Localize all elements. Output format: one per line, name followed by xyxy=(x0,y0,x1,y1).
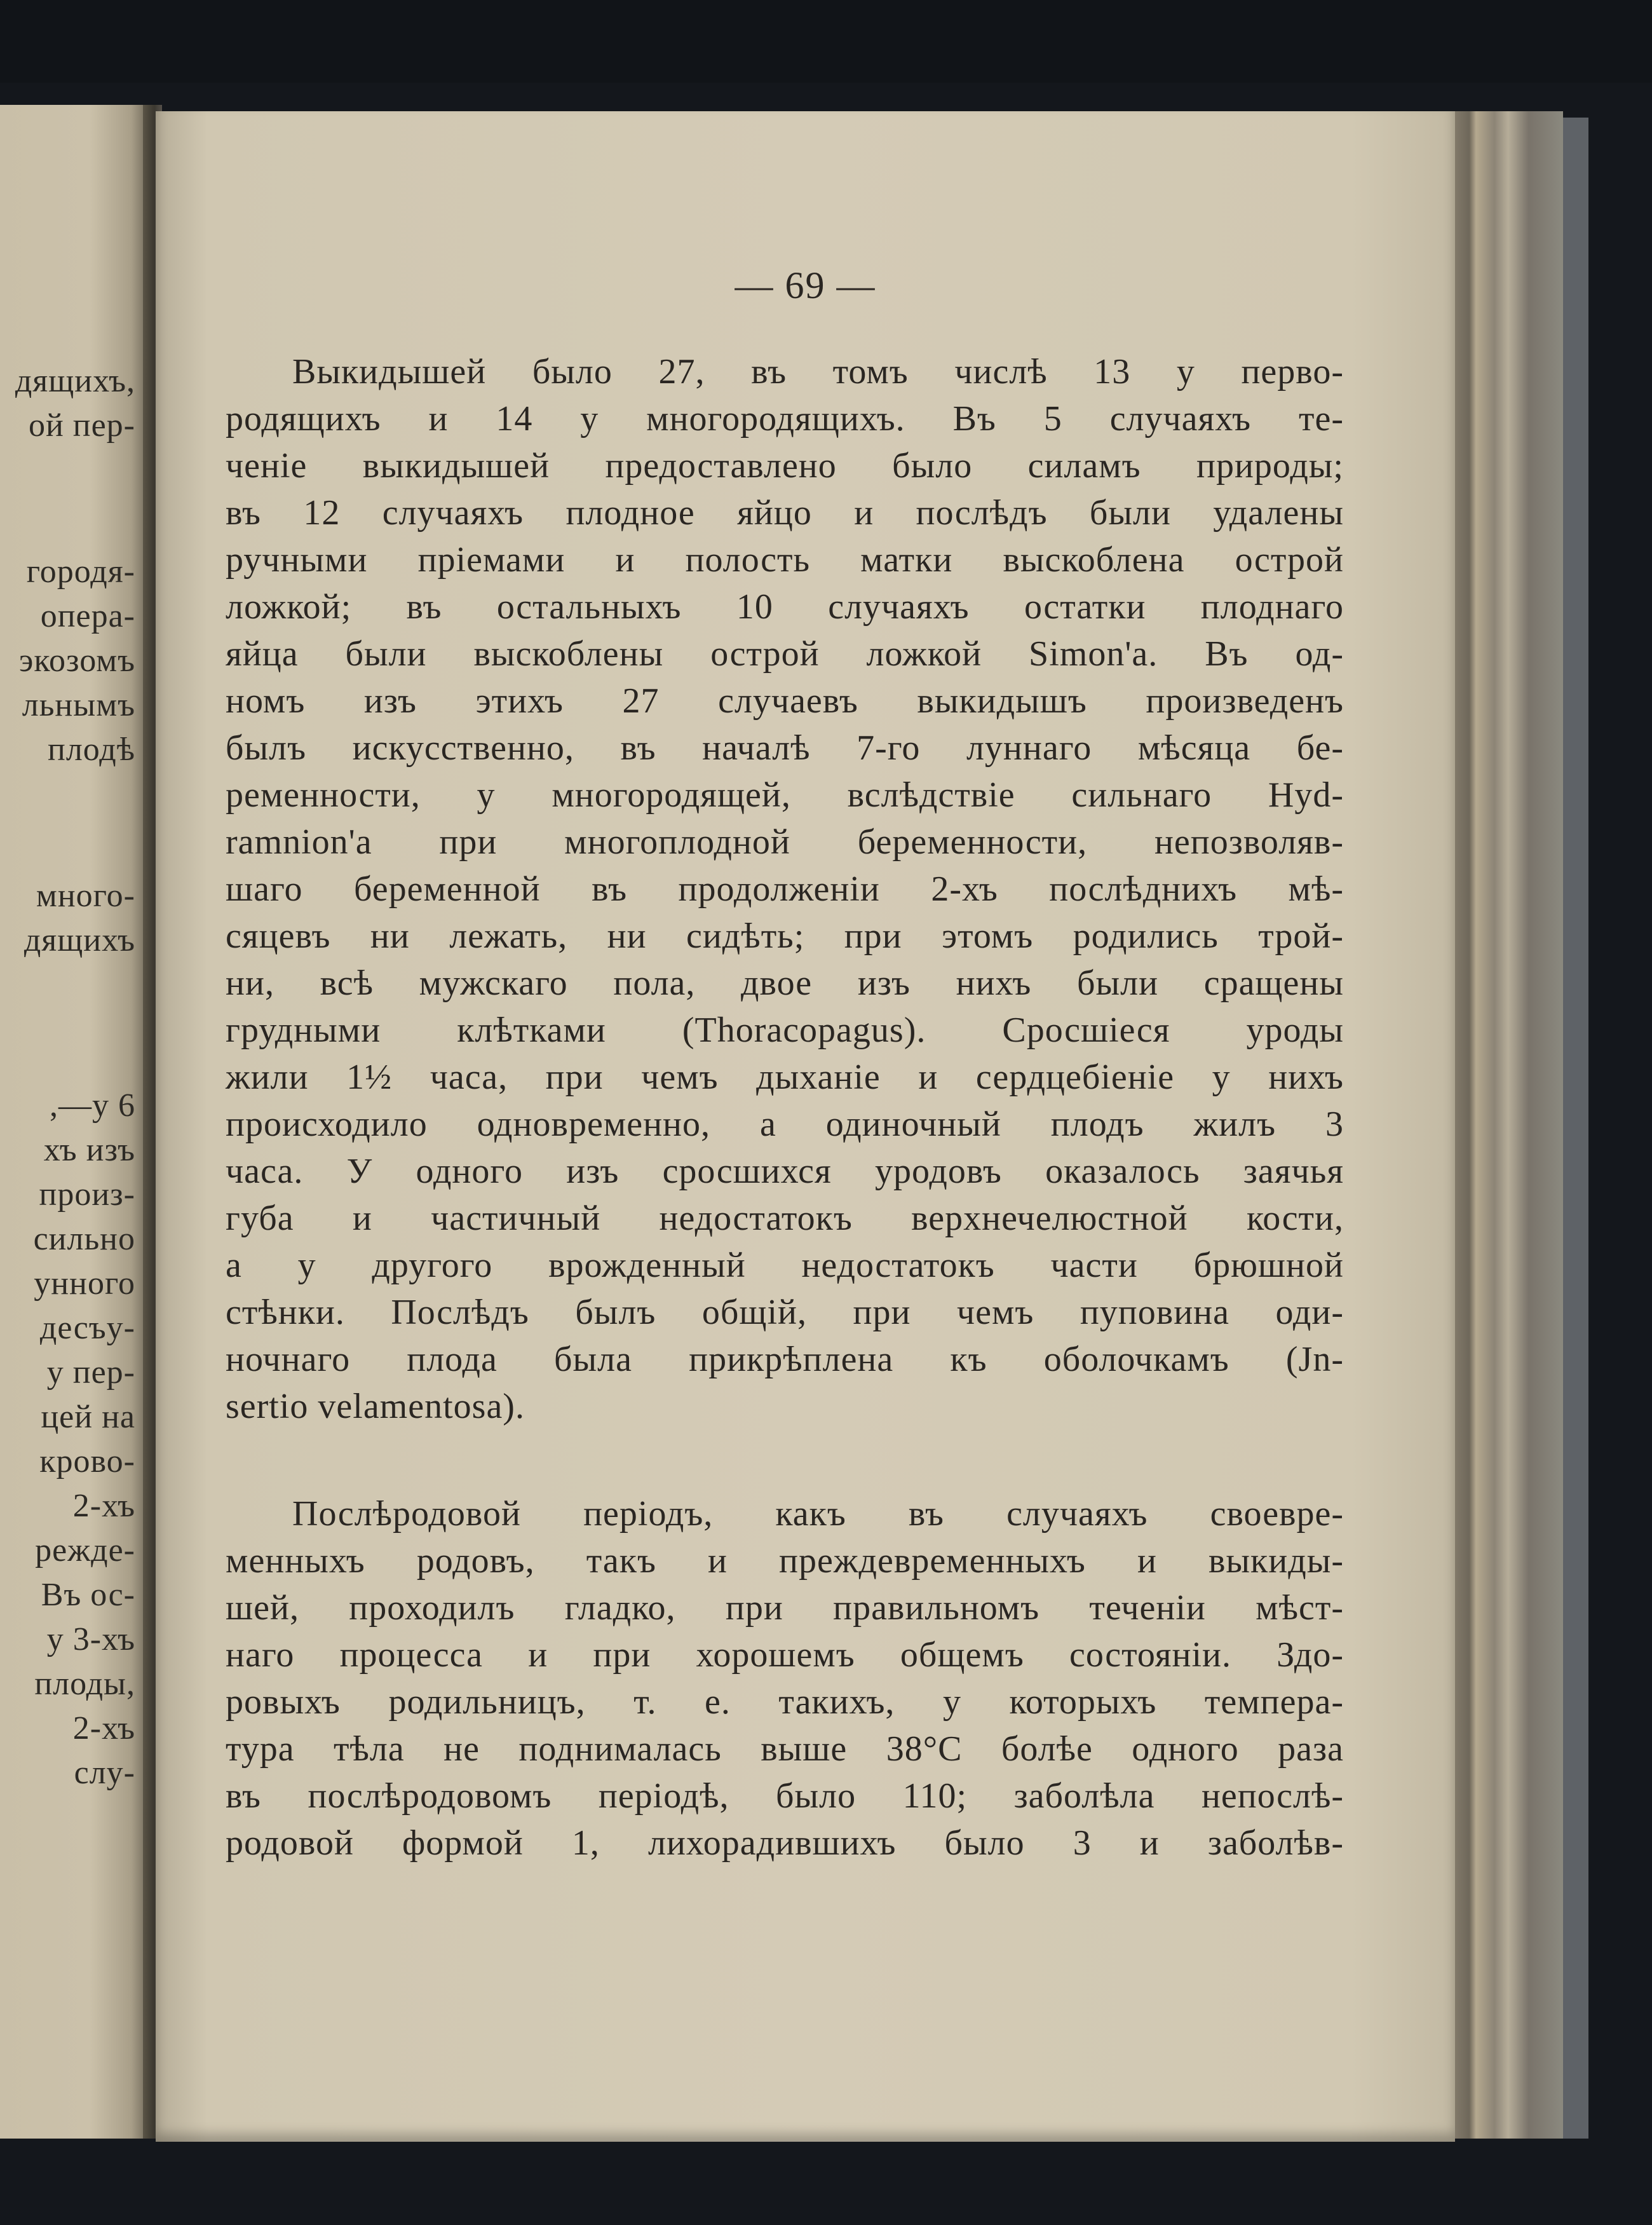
text-line: ровыхъ родильницъ, т. е. такихъ, у которыхъ темпера- xyxy=(226,1682,1344,1722)
text-line: жили 1½ часа, при чемъ дыханіе и сердцебіеніе у нихъ xyxy=(226,1058,1344,1097)
text-line: а у другого врожденный недостатокъ части брюшной xyxy=(226,1246,1344,1285)
left-page-fragment: дящихъ xyxy=(24,922,135,958)
left-page-fragment: экозомъ xyxy=(19,643,135,679)
left-page-fragment: Въ ос- xyxy=(41,1577,135,1613)
text-line: ночнаго плода была прикрѣплена къ оболочкамъ (Jn- xyxy=(226,1340,1344,1379)
text-line: ramnion'а при многоплодной беременности, непозволяв- xyxy=(226,822,1344,862)
left-page-fragment: плодѣ xyxy=(48,731,135,768)
left-page-fragment: дящихъ, xyxy=(15,363,135,399)
page-block-edge xyxy=(1449,111,1563,2139)
text-line: ни, всѣ мужскаго пола, двое изъ нихъ были сращены xyxy=(226,963,1344,1003)
left-page-fragment: произ- xyxy=(39,1176,135,1213)
left-page-fragment: у 3-хъ xyxy=(46,1621,135,1657)
text-line: Послѣродовой періодъ, какъ въ случаяхъ своевре- xyxy=(292,1494,1344,1534)
text-line: родящихъ и 14 у многородящихъ. Въ 5 случаяхъ те- xyxy=(226,399,1344,439)
text-line: происходило одновременно, а одиночный плодъ жилъ 3 xyxy=(226,1105,1344,1144)
text-line: Выкидышей было 27, въ томъ числѣ 13 у перво- xyxy=(292,352,1344,391)
left-page-fragment: плоды, xyxy=(34,1666,135,1702)
text-line: ременности, у многородящей, вслѣдствіе сильнаго Hyd- xyxy=(226,775,1344,815)
left-page-fragment: много- xyxy=(36,878,135,914)
left-page-fragment: крово- xyxy=(39,1443,135,1480)
scanner-background xyxy=(0,0,1652,83)
text-line: наго процесса и при хорошемъ общемъ состояніи. Здо- xyxy=(226,1635,1344,1675)
left-page-fragment: унного xyxy=(34,1265,135,1302)
left-page-fragment: городя- xyxy=(26,554,135,590)
text-line: сяцевъ ни лежать, ни сидѣть; при этомъ родились трой- xyxy=(226,916,1344,956)
text-line: часа. У одного изъ сросшихся уродовъ оказалось заячья xyxy=(226,1152,1344,1191)
left-page-fragment: слу- xyxy=(74,1755,135,1791)
left-page-fragment: 2-хъ xyxy=(72,1710,135,1746)
book-page xyxy=(156,111,1455,2142)
left-page-fragment: 2-хъ xyxy=(72,1488,135,1524)
left-page-fragment: ,—у 6 xyxy=(50,1087,135,1124)
text-line: номъ изъ этихъ 27 случаевъ выкидышъ произведенъ xyxy=(226,681,1344,721)
text-line: яйца были выскоблены острой ложкой Simon'а. Въ од- xyxy=(226,634,1344,674)
text-line: sertio velamentosa). xyxy=(226,1387,525,1426)
text-line: шаго беременной въ продолженіи 2-хъ послѣднихъ мѣ- xyxy=(226,869,1344,909)
left-page-fragment: цей на xyxy=(41,1399,135,1435)
text-line: въ послѣродовомъ періодѣ, было 110; заболѣла непослѣ- xyxy=(226,1776,1344,1816)
text-line: родовой формой 1, лихорадившихъ было 3 и заболѣв- xyxy=(226,1823,1344,1863)
text-line: стѣнки. Послѣдъ былъ общій, при чемъ пуповина оди- xyxy=(226,1293,1344,1332)
page-number: — 69 — xyxy=(735,264,876,306)
left-page-fragment: льнымъ xyxy=(22,687,135,723)
text-line: шей, проходилъ гладко, при правильномъ теченіи мѣст- xyxy=(226,1588,1344,1628)
left-page-fragment: десъу- xyxy=(39,1310,135,1346)
text-line: былъ искусственно, въ началѣ 7-го луннаго мѣсяца бе- xyxy=(226,728,1344,768)
text-line: ложкой; въ остальныхъ 10 случаяхъ остатки плоднаго xyxy=(226,587,1344,627)
text-line: ручными пріемами и полость матки выскоблена острой xyxy=(226,540,1344,580)
left-facing-page xyxy=(0,105,149,2139)
left-page-fragment: у пер- xyxy=(46,1354,135,1391)
left-page-fragment: сильно xyxy=(33,1221,135,1257)
left-page-fragment: ой пер- xyxy=(28,407,135,444)
text-line: губа и частичный недостатокъ верхнечелюстной кости, xyxy=(226,1199,1344,1238)
text-line: менныхъ родовъ, такъ и преждевременныхъ и выкиды- xyxy=(226,1541,1344,1581)
text-line: грудными клѣтками (Thoracopagus). Сросшіеся уроды xyxy=(226,1010,1344,1050)
text-line: тура тѣла не поднималась выше 38°C болѣе одного раза xyxy=(226,1729,1344,1769)
text-line: въ 12 случаяхъ плодное яйцо и послѣдъ были удалены xyxy=(226,493,1344,533)
left-page-fragment: режде- xyxy=(35,1532,135,1568)
left-page-fragment: опера- xyxy=(40,598,135,634)
left-page-fragment: хъ изъ xyxy=(43,1132,135,1168)
text-line: ченіе выкидышей предоставлено было силамъ природы; xyxy=(226,446,1344,486)
